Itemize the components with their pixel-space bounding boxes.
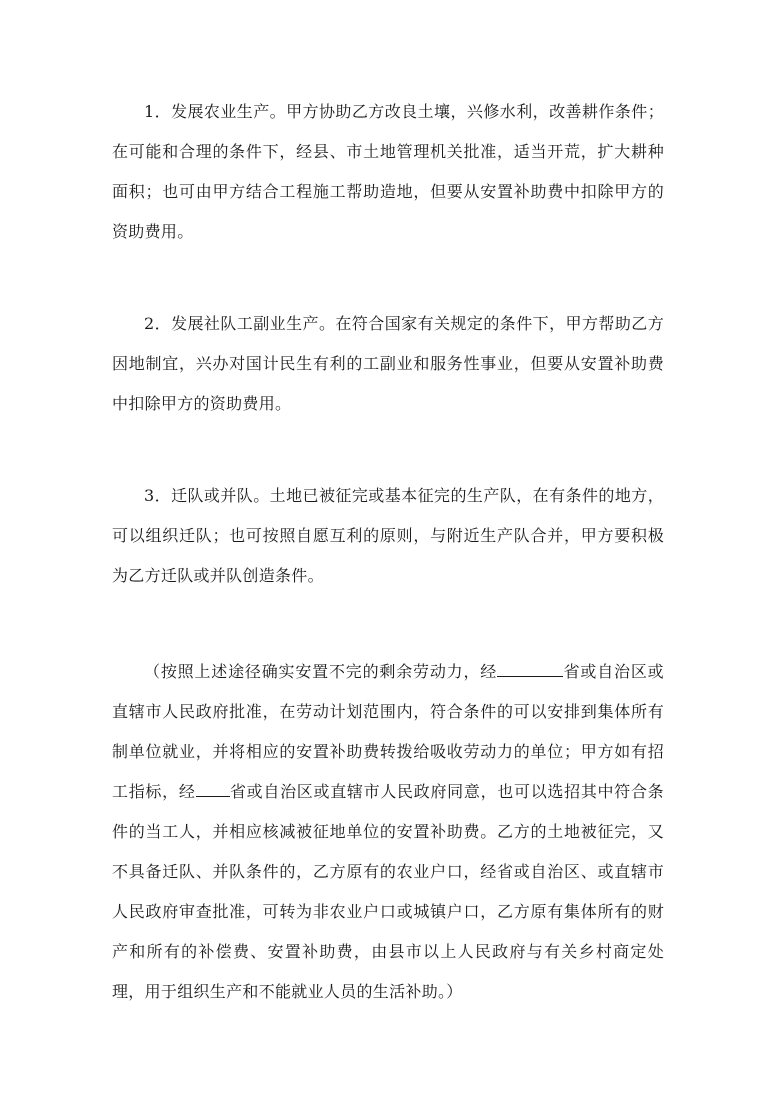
note-text-part3: 省或自治区或直辖市人民政府同意，也可以选招其中符合条件的当工人，并相应核减被征地单位的安置补助费。乙方的土地被征完，又不具备迁队、并队条件的，乙方原有的农业户口，经省或自治区、或直辖市人民政府审查批准，可转为非农业户口或城镇户口，乙方原有集体所有的财产和所有的补偿费、安置补助费，由县市以上人民政府与有关乡村商定处理，用于组织生产和不能就业人员的生活补助。） <box>112 782 664 1001</box>
paragraph-text: 发展社队工副业生产。在符合国家有关规定的条件下，甲方帮助乙方因地制宜，兴办对国计民生有利的工副业和服务性事业，但要从安置补助费中扣除甲方的资助费用。 <box>112 314 664 413</box>
paragraph-text: 发展农业生产。甲方协助乙方改良土壤，兴修水利，改善耕作条件；在可能和合理的条件下，经县、市土地管理机关批准，适当开荒，扩大耕种面积；也可由甲方结合工程施工帮助造地，但要从安置补助费中扣除甲方的资助费用。 <box>112 102 664 241</box>
paragraph-3 <box>112 476 664 596</box>
paragraph-1 <box>112 92 664 252</box>
paragraph-number: 2． <box>144 314 172 333</box>
paragraph-number: 3． <box>144 486 172 505</box>
note-text-part1: （按照上述途径确实安置不完的剩余劳动力，经 <box>144 662 498 681</box>
note-text-part2: 省或自治区或直辖市人民政府批准，在劳动计划范围内，符合条件的可以安排到集体所有制单位就业，并将相应的安置补助费转拨给吸收劳动力的单位；甲方如有招工指标，经 <box>112 662 664 801</box>
paragraph-number: 1． <box>144 102 172 121</box>
blank-province-field-1[interactable] <box>497 658 563 677</box>
note-paragraph <box>112 652 664 1012</box>
paragraph-text: 迁队或并队。土地已被征完或基本征完的生产队，在有条件的地方，可以组织迁队；也可按照自愿互利的原则，与附近生产队合并，甲方要积极为乙方迁队或并队创造条件。 <box>112 486 664 585</box>
paragraph-2 <box>112 304 664 424</box>
document-page <box>112 92 664 1012</box>
blank-province-field-2[interactable] <box>196 778 230 797</box>
